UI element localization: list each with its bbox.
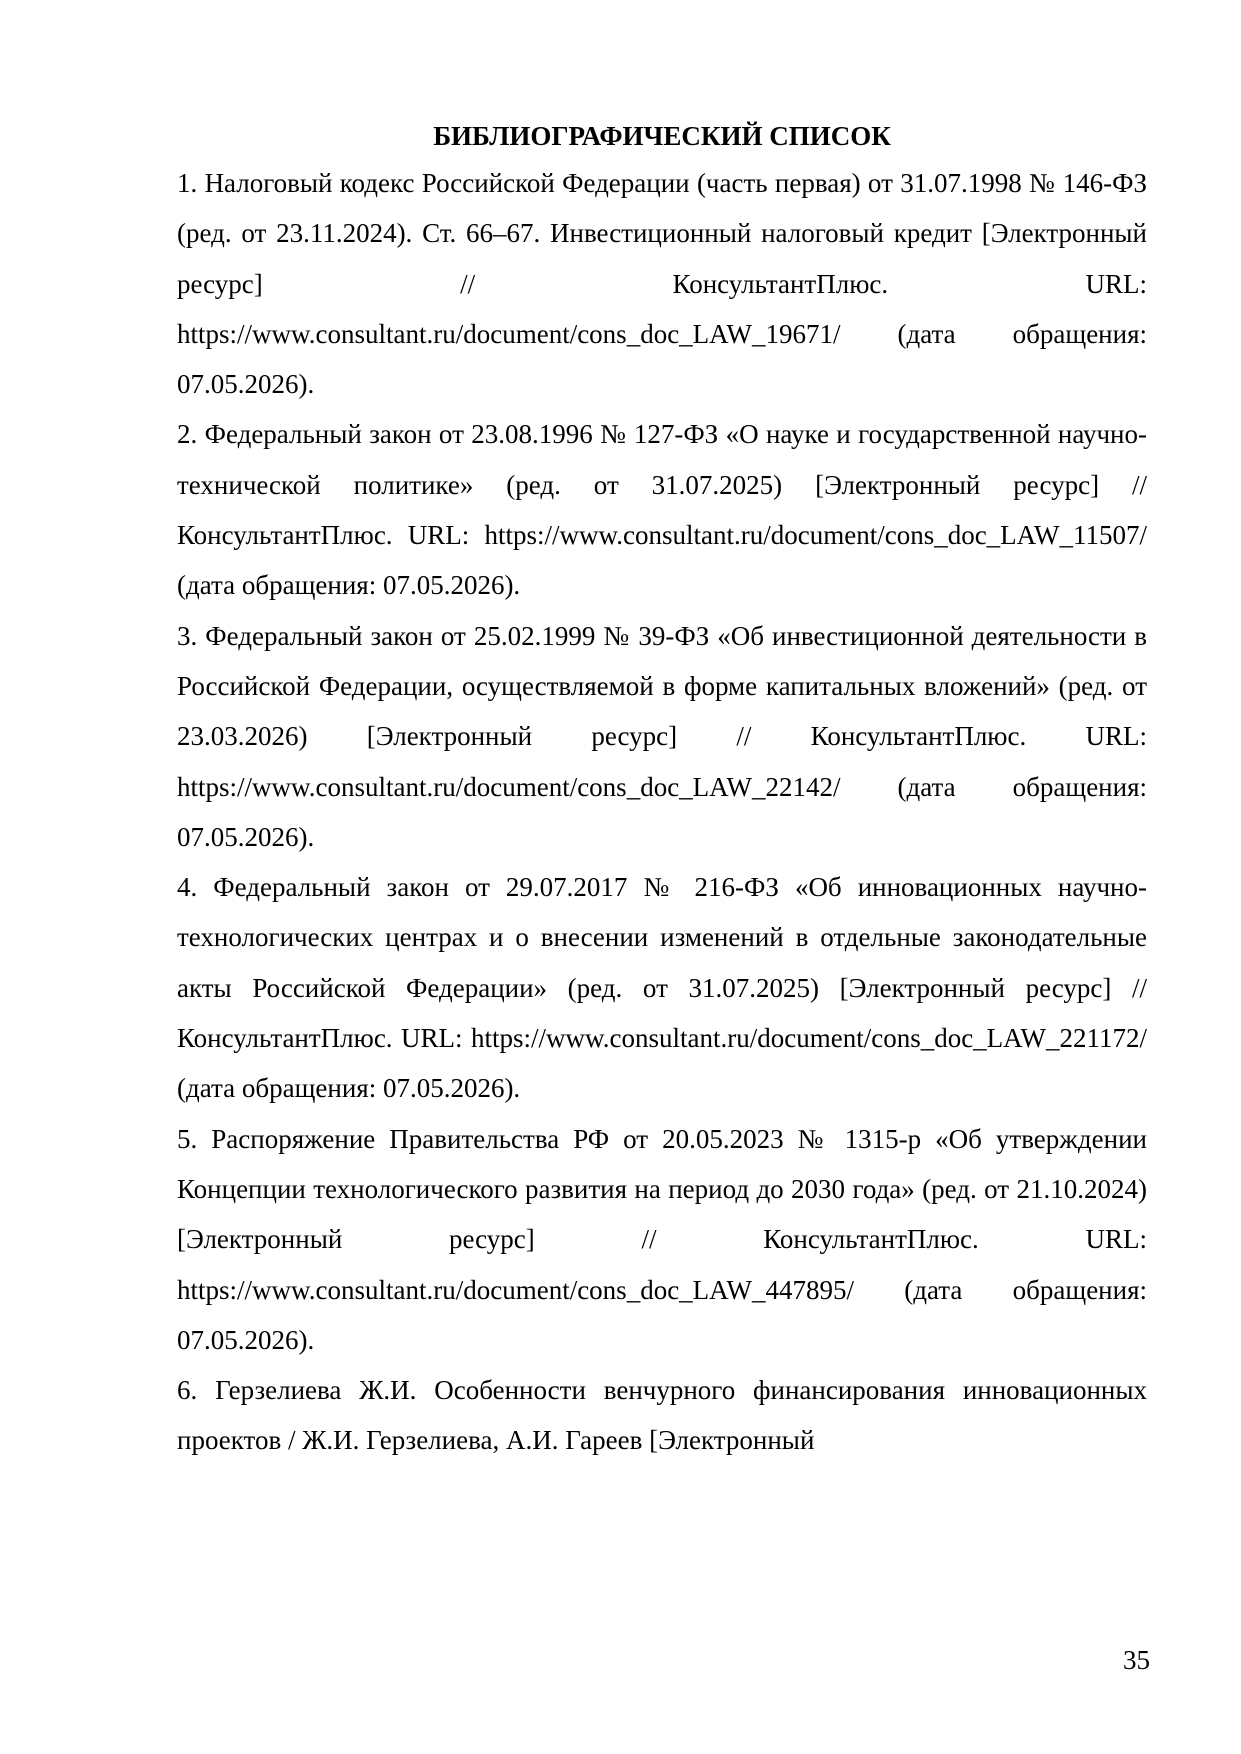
page-number: 35	[1123, 1645, 1150, 1675]
bibliography-entry-6: 6. Герзелиева Ж.И. Особенности венчурного финансирования инновационных проектов / Ж.И. Герзелиева, А.И. Гареев [Электронный	[177, 1375, 1147, 1456]
bibliography-entry-4: 4. Федеральный закон от 29.07.2017 № 216-ФЗ «Об инновационных научно-технологических центрах и о внесении изменений в отдельные законодательные акты Российской Федерации» (ред. от 31.07.2025) [Электронный ресурс] // КонсультантПлюс. URL: https://www.consultant.ru/document/cons_doc_LAW_221172/ (дата обращения: 07.05.2026).	[177, 872, 1147, 1104]
bibliography-entry-5: 5. Распоряжение Правительства РФ от 20.05.2023 № 1315-р «Об утверждении Концепции технологического развития на период до 2030 года» (ред. от 21.10.2024) [Электронный ресурс] // КонсультантПлюс. URL: https://www.consultant.ru/document/cons_doc_LAW_447895/ (дата обращения: 07.05.2026).	[177, 1123, 1147, 1355]
bibliography-entry-3: 3. Федеральный закон от 25.02.1999 № 39-ФЗ «Об инвестиционной деятельности в Российской Федерации, осуществляемой в форме капитальных вложений» (ред. от 23.03.2026) [Электронный ресурс] // КонсультантПлюс. URL: https://www.consultant.ru/document/cons_doc_LAW_22142/ (дата обращения: 07.05.2026).	[177, 620, 1147, 852]
bibliography-entry-1: 1. Налоговый кодекс Российской Федерации (часть первая) от 31.07.1998 № 146-ФЗ (ред. от 23.11.2024). Ст. 66–67. Инвестиционный налоговый кредит [Электронный ресурс] // КонсультантПлюс. URL: https://www.consultant.ru/document/cons_doc_LAW_19671/ (дата обращения: 07.05.2026).	[177, 168, 1147, 400]
page-title: БИБЛИОГРАФИЧЕСКИЙ СПИСОК	[433, 121, 891, 151]
bibliography-section	[177, 118, 1147, 1466]
bibliography-entry-2: 2. Федеральный закон от 23.08.1996 № 127-ФЗ «О науке и государственной научно-технической политике» (ред. от 31.07.2025) [Электронный ресурс] // КонсультантПлюс. URL: https://www.consultant.ru/document/cons_doc_LAW_11507/ (дата обращения: 07.05.2026).	[177, 419, 1147, 601]
